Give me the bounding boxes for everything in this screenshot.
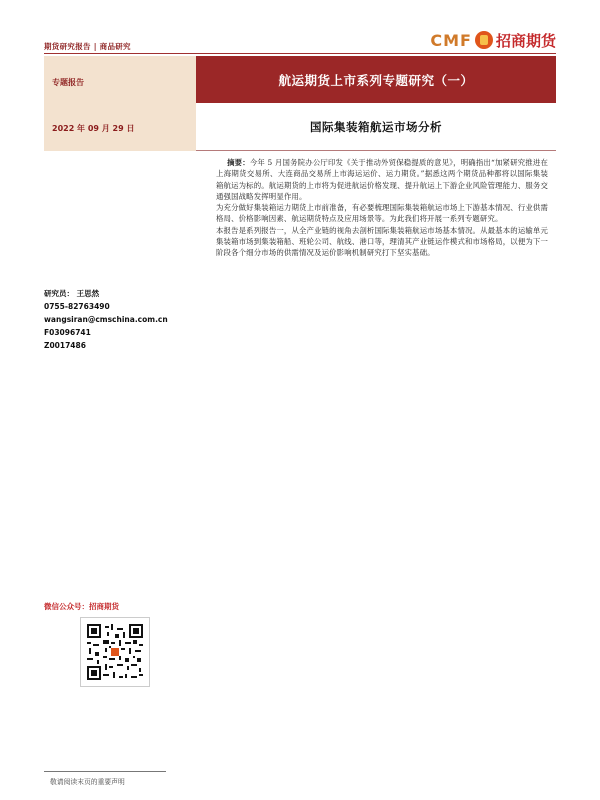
researcher-phone: 0755-82763490	[44, 302, 110, 311]
company-logo	[430, 28, 556, 52]
researcher-cert-futures: F03096741	[44, 328, 91, 337]
researcher-name: 王思然	[76, 289, 100, 298]
qr-code-icon	[87, 624, 143, 680]
abstract-text-1: 今年 5 月国务院办公厅印发《关于推动外贸保稳提质的意见》，明确指出“加紧研究推进在上海期货交易所、大连商品交易所上市海运运价、运力期货。”据悉这两个期货品种都将以国际集装箱航运为标的。航运期货的上市将为促进航运价格发现、提升航运上下游企业风险管理能力、服务交通强国战略发挥明显作用。	[216, 158, 548, 201]
disclaimer-note: 敬请阅读末页的重要声明	[50, 778, 125, 786]
report-title: 国际集装箱航运市场分析	[310, 120, 442, 134]
abstract-paragraph-3: 本报告是系列报告一，从全产业链的视角去剖析国际集装箱航运市场基本情况。从最基本的运输单元集装箱市场到集装箱船、班轮公司、航线、港口等，理清其产业链运作模式和市场格局，以便为下一阶段各个细分市场的供需情况及运价影响机制研究打下坚实基础。	[216, 225, 548, 258]
logo-latin: CMF	[430, 30, 472, 50]
abstract-paragraph-2: 为充分做好集装箱运力期货上市前准备，有必要梳理国际集装箱航运市场上下游基本情况、行业供需格局、价格影响因素、航运期货特点及应用场景等。为此我们将开展一系列专题研究。	[216, 203, 548, 224]
header-divider	[44, 53, 556, 54]
wechat-qr-code	[80, 617, 150, 687]
series-title: 航运期货上市系列专题研究（一）	[278, 72, 474, 88]
researcher-label: 研究员：	[44, 289, 74, 298]
logo-emblem-icon	[475, 31, 493, 49]
researcher-info	[44, 287, 168, 352]
researcher-email: wangsiran@cmschina.com.cn	[44, 315, 168, 324]
title-divider	[196, 150, 556, 151]
abstract-section	[216, 157, 548, 259]
researcher-name-row	[44, 287, 168, 300]
report-date: 2022 年 09 月 29 日	[52, 124, 135, 133]
abstract-keyword: 摘要：	[227, 158, 250, 167]
wechat-label: 微信公众号：招商期货	[44, 602, 119, 611]
researcher-cert-advisor: Z0017486	[44, 341, 86, 350]
sidebar-header-band	[44, 56, 196, 151]
abstract-paragraph-1	[216, 157, 548, 202]
report-category-nav: 期货研究报告 | 商品研究	[44, 42, 131, 51]
report-type-label: 专题报告	[52, 78, 84, 87]
logo-chinese: 招商期货	[495, 31, 556, 50]
footer-divider	[44, 771, 166, 772]
